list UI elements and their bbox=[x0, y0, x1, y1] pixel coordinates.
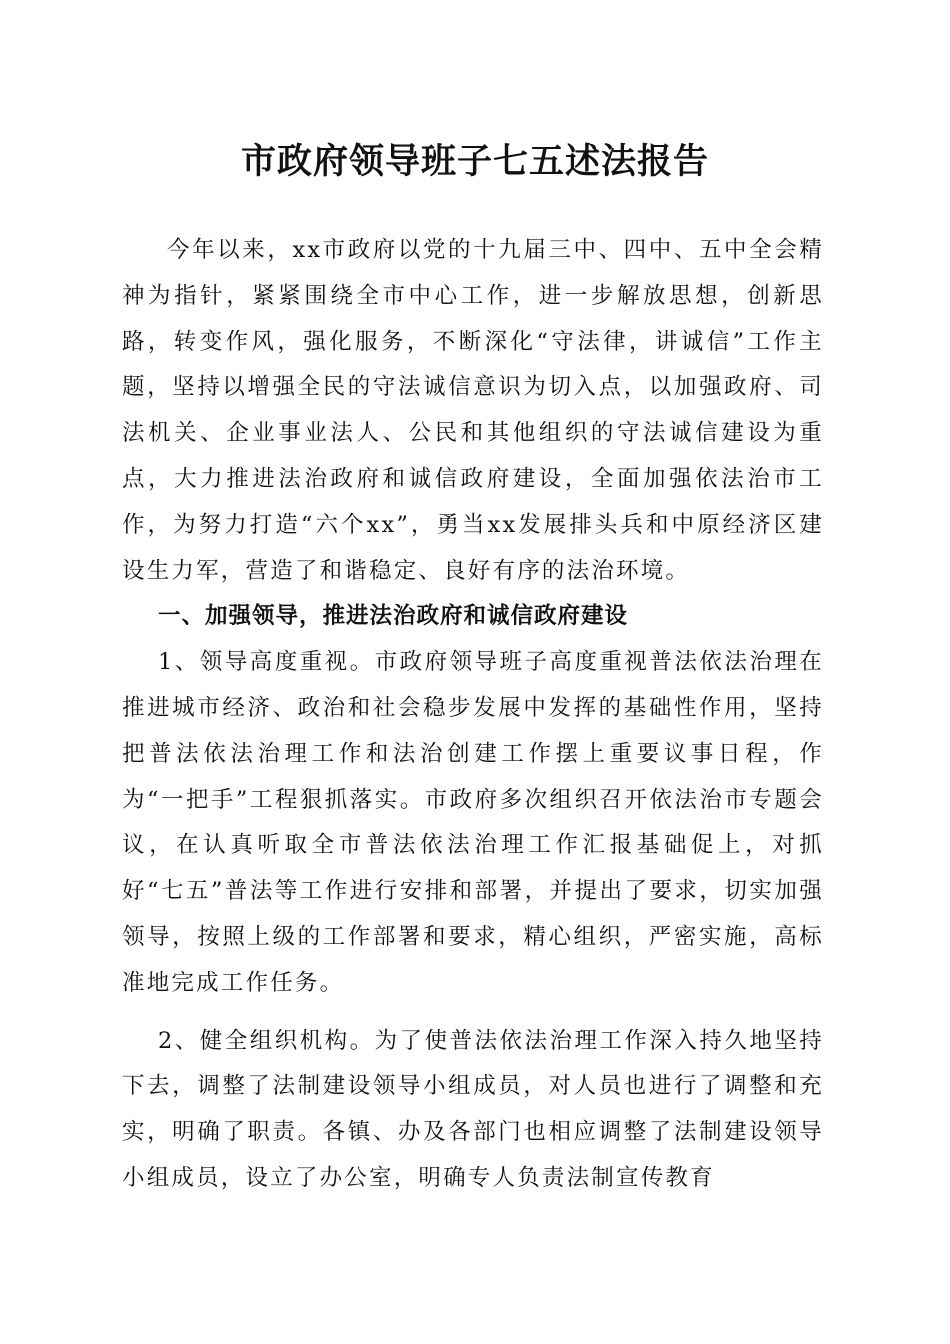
section-heading-1: 一、加强领导，推进法治政府和诚信政府建设 bbox=[158, 603, 629, 630]
document-title: 市政府领导班子七五述法报告 bbox=[240, 141, 709, 182]
intro-paragraph: 今年以来，xx市政府以党的十九届三中、四中、五中全会精神为指针，紧紧围绕全市中心工作，进一步解放思想，创新思路，转变作风，强化服务，不断深化“守法律，讲诚信”工作主题，坚持以增强全民的守法诚信意识为切入点，以加强政府、司法机关、企业事业法人、公民和其他组织的守法诚信建设为重点，大力推进法治政府和诚信政府建设，全面加强依法治市工作，为努力打造“六个xx”，勇当xx发展排头兵和中原经济区建设生力军，营造了和谐稳定、良好有序的法治环境。 bbox=[122, 237, 824, 584]
document-body bbox=[122, 228, 824, 1202]
item-paragraph-2: 2、健全组织机构。为了使普法依法治理工作深入持久地坚持下去，调整了法制建设领导小组成员，对人员也进行了调整和充实，明确了职责。各镇、办及各部门也相应调整了法制建设领导小组成员，设立了办公室，明确专人负责法制宣传教育 bbox=[122, 1027, 824, 1191]
paragraph-gap bbox=[122, 1007, 824, 1019]
item-paragraph-1: 1、领导高度重视。市政府领导班子高度重视普法依法治理在推进城市经济、政治和社会稳步发展中发挥的基础性作用，坚持把普法依法治理工作和法治创建工作摆上重要议事日程，作为“一把手”工程狠抓落实。市政府多次组织召开依法治市专题会议，在认真听取全市普法依法治理工作汇报基础促上，对抓好“七五”普法等工作进行安排和部署，并提出了要求，切实加强领导，按照上级的工作部署和要求，精心组织，严密实施，高标准地完成工作任务。 bbox=[122, 649, 824, 996]
